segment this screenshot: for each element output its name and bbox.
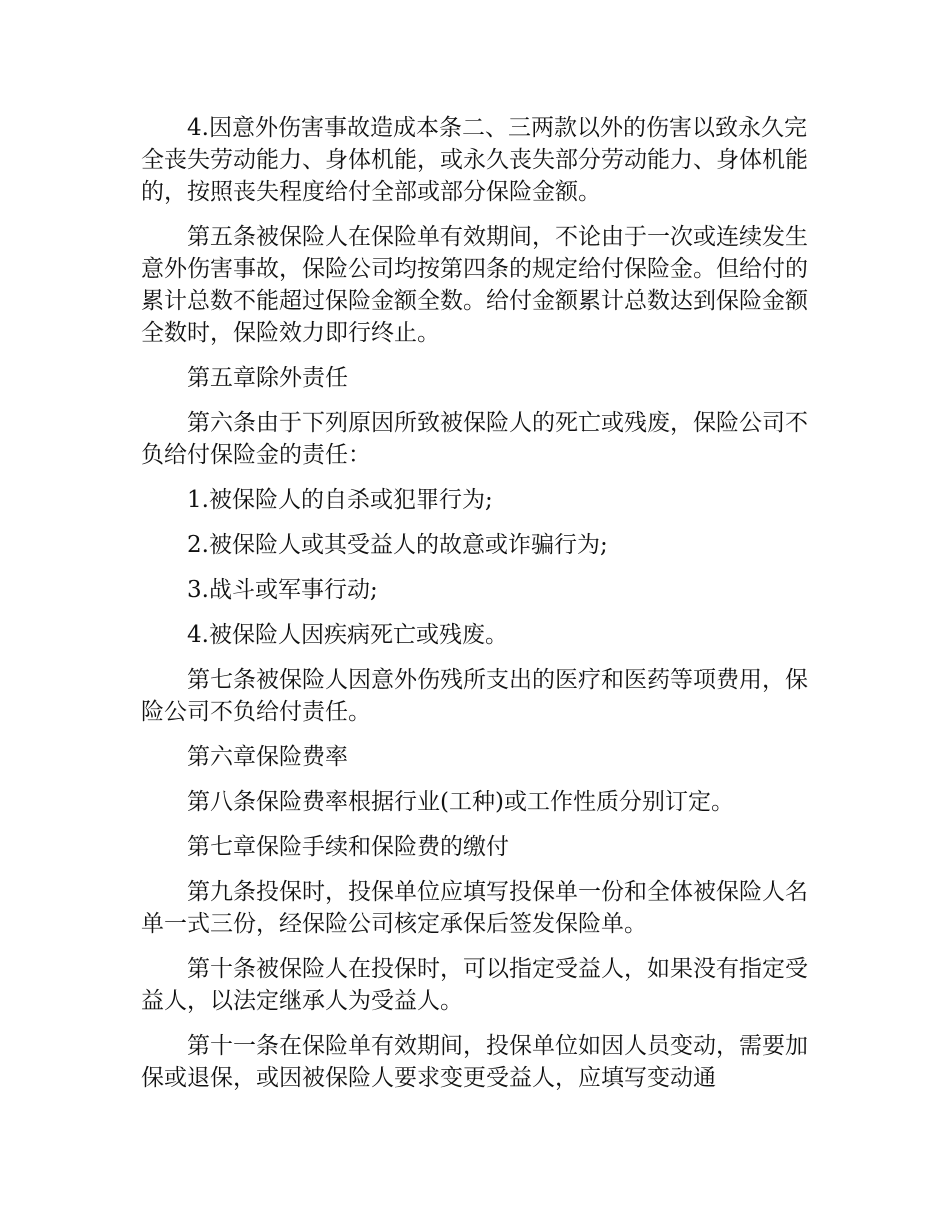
article-8: 第八条保险费率根据行业(工种)或工作性质分别订定。 [187,789,734,815]
article-6-item-1: 1.被保险人的自杀或犯罪行为; [187,487,493,513]
clause-4-item-4: 4.因意外伤害事故造成本条二、三两款以外的伤害以致永久完全丧失劳动能力、身体机能，或永久丧失部分劳动能力、身体机能的，按照丧失程度给付全部或部分保险金额。 [141,115,808,205]
article-6-item-4: 4.被保险人因疾病死亡或残废。 [187,622,508,648]
document-page [141,112,813,1107]
chapter-5-heading: 第五章除外责任 [187,365,348,391]
article-7: 第七条被保险人因意外伤残所支出的医疗和医药等项费用，保险公司不负给付责任。 [141,667,808,725]
article-10: 第十条被保险人在投保时，可以指定受益人，如果没有指定受益人，以法定继承人为受益人。 [141,956,808,1014]
article-11: 第十一条在保险单有效期间，投保单位如因人员变动，需要加保或退保，或因被保险人要求变更受益人，应填写变动通 [141,1033,808,1091]
article-5: 第五条被保险人在保险单有效期间，不论由于一次或连续发生意外伤害事故，保险公司均按第四条的规定给付保险金。但给付的累计总数不能超过保险金额全数。给付金额累计总数达到保险金额全数时，保险效力即行终止。 [141,224,808,346]
article-6: 第六条由于下列原因所致被保险人的死亡或残废，保险公司不负给付保险金的责任： [141,410,808,468]
article-6-item-3: 3.战斗或军事行动; [187,577,378,603]
chapter-7-heading: 第七章保险手续和保险费的缴付 [187,834,509,860]
article-9: 第九条投保时，投保单位应填写投保单一份和全体被保险人名单一式三份，经保险公司核定承保后签发保险单。 [141,879,808,937]
article-6-item-2: 2.被保险人或其受益人的故意或诈骗行为; [187,532,608,558]
chapter-6-heading: 第六章保险费率 [187,744,348,770]
